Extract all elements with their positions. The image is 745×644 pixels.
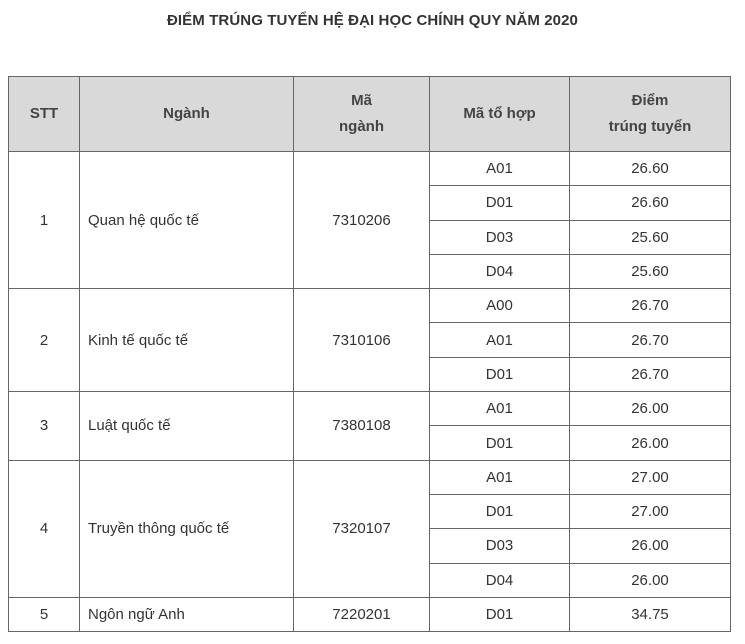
cell-score: 26.60 — [570, 152, 731, 186]
cell-combo: A01 — [430, 460, 570, 494]
header-ma-nganh — [294, 77, 430, 152]
table-row — [9, 460, 731, 494]
cell-combo: A01 — [430, 323, 570, 357]
cell-score: 26.70 — [570, 357, 731, 391]
cell-combo: A01 — [430, 152, 570, 186]
table-body — [9, 152, 731, 632]
cell-stt: 5 — [9, 597, 80, 631]
cell-stt: 4 — [9, 460, 80, 597]
cell-combo: D01 — [430, 597, 570, 631]
cell-program-name: Ngôn ngữ Anh — [80, 597, 294, 631]
header-ma-nganh-line2: ngành — [339, 118, 384, 135]
header-diem-line1: Điểm — [631, 92, 669, 109]
cell-combo: D03 — [430, 529, 570, 563]
cell-combo: D01 — [430, 357, 570, 391]
table-header — [9, 77, 731, 152]
page-title: ĐIỂM TRÚNG TUYỂN HỆ ĐẠI HỌC CHÍNH QUY NĂM 2020 — [166, 12, 579, 29]
table-row — [9, 152, 731, 186]
cell-score: 26.00 — [570, 529, 731, 563]
cell-stt: 2 — [9, 289, 80, 392]
cell-score: 27.00 — [570, 460, 731, 494]
cell-combo: D01 — [430, 426, 570, 460]
header-stt: STT — [9, 77, 80, 152]
cell-score: 26.70 — [570, 323, 731, 357]
table-row — [9, 597, 731, 631]
cell-program-code: 7310106 — [294, 289, 430, 392]
cell-score: 25.60 — [570, 220, 731, 254]
header-ma-to-hop: Mã tổ hợp — [430, 77, 570, 152]
cell-score: 34.75 — [570, 597, 731, 631]
cell-stt: 3 — [9, 392, 80, 461]
cell-program-code: 7310206 — [294, 152, 430, 289]
cell-score: 25.60 — [570, 254, 731, 288]
cell-program-name: Luật quốc tế — [80, 392, 294, 461]
table-row — [9, 289, 731, 323]
cell-score: 26.70 — [570, 289, 731, 323]
cell-combo: A01 — [430, 392, 570, 426]
cell-combo: D01 — [430, 186, 570, 220]
cell-combo: D04 — [430, 563, 570, 597]
cell-program-name: Truyền thông quốc tế — [80, 460, 294, 597]
cell-program-code: 7320107 — [294, 460, 430, 597]
table-row — [9, 392, 731, 426]
header-nganh: Ngành — [80, 77, 294, 152]
cell-stt: 1 — [9, 152, 80, 289]
cell-score: 26.60 — [570, 186, 731, 220]
header-diem-line2: trúng tuyển — [608, 118, 692, 135]
cell-combo: A00 — [430, 289, 570, 323]
cell-score: 27.00 — [570, 494, 731, 528]
cell-combo: D01 — [430, 494, 570, 528]
cell-program-code: 7380108 — [294, 392, 430, 461]
cell-program-code: 7220201 — [294, 597, 430, 631]
cell-combo: D04 — [430, 254, 570, 288]
admission-scores-table — [8, 76, 731, 632]
cell-program-name: Kinh tế quốc tế — [80, 289, 294, 392]
cell-score: 26.00 — [570, 426, 731, 460]
header-ma-nganh-line1: Mã — [351, 92, 372, 109]
cell-combo: D03 — [430, 220, 570, 254]
cell-score: 26.00 — [570, 563, 731, 597]
header-diem — [570, 77, 731, 152]
cell-score: 26.00 — [570, 392, 731, 426]
cell-program-name: Quan hệ quốc tế — [80, 152, 294, 289]
